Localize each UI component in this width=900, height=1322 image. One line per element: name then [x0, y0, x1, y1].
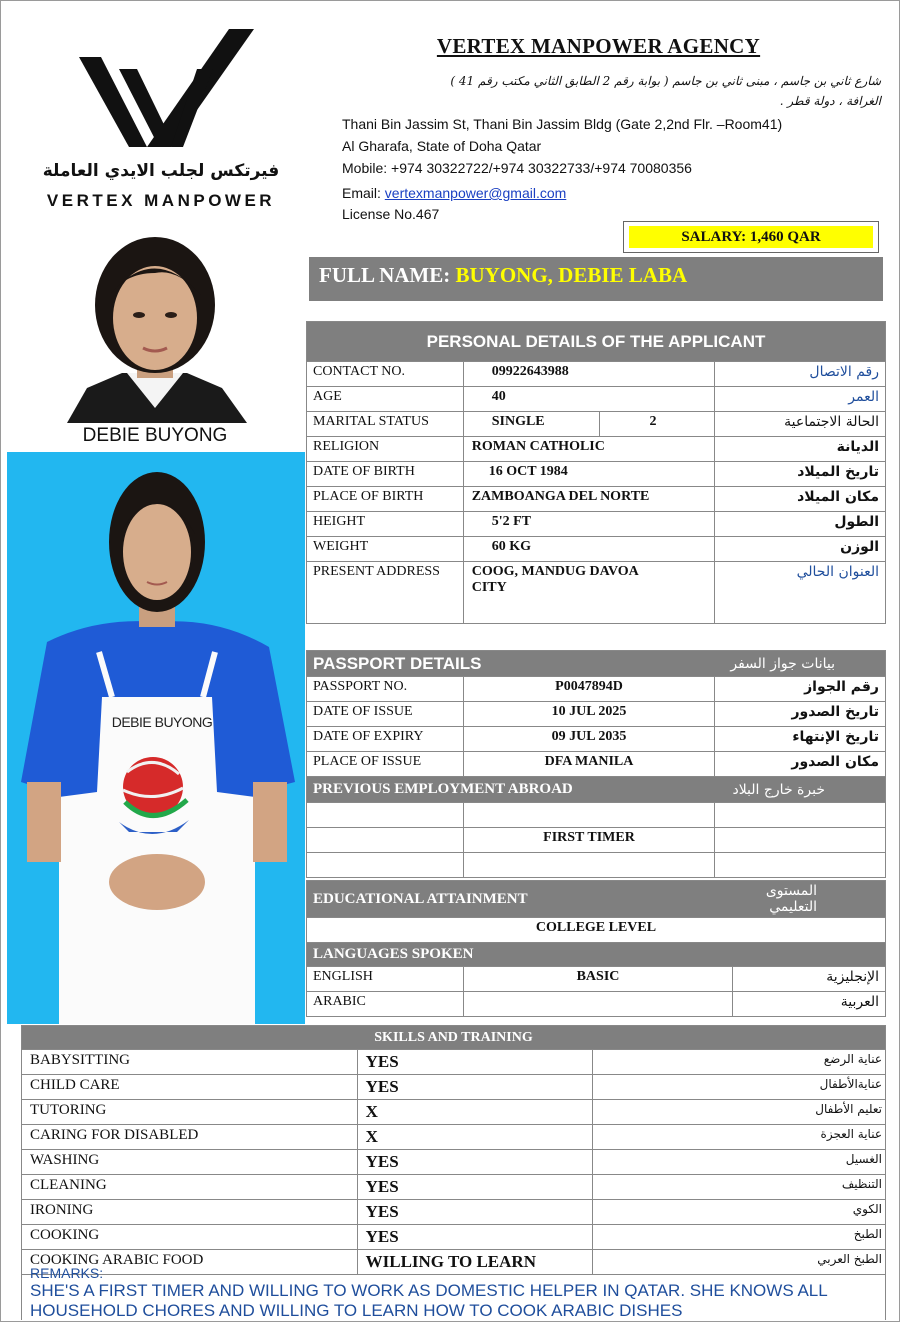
- table-row: [307, 437, 886, 462]
- row-label-ar: العربية: [733, 992, 886, 1017]
- skill-label-ar: الكوي: [593, 1200, 886, 1225]
- skill-label: BABYSITTING: [22, 1050, 358, 1075]
- row-value: ZAMBOANGA DEL NORTE: [463, 487, 715, 512]
- table-row: [307, 462, 886, 487]
- headshot-photo: [7, 233, 303, 423]
- skill-label-ar: الغسيل: [593, 1150, 886, 1175]
- employment-value: FIRST TIMER: [463, 828, 714, 853]
- skill-value: YES: [357, 1175, 593, 1200]
- table-row: [307, 677, 886, 702]
- skills-header: SKILLS AND TRAINING: [22, 1026, 886, 1050]
- address-english: Thani Bin Jassim St, Thani Bin Jassim Bldg (Gate 2,2nd Flr. –Room41): [342, 116, 783, 132]
- row-value-extra: 2: [599, 412, 715, 437]
- full-body-photo: [7, 452, 305, 1024]
- row-value: 5'2 FT: [463, 512, 715, 537]
- employment-header: PREVIOUS EMPLOYMENT ABROAD: [307, 777, 715, 803]
- row-label: DATE OF BIRTH: [307, 462, 464, 487]
- table-row: [307, 512, 886, 537]
- row-label-ar: الإنجليزية: [733, 967, 886, 992]
- table-row: [22, 1150, 886, 1175]
- table-row: [307, 412, 886, 437]
- table-row: [307, 562, 886, 624]
- table-row: [307, 967, 886, 992]
- skill-label: TUTORING: [22, 1100, 358, 1125]
- passport-header-ar: بيانات جواز السفر: [715, 651, 886, 677]
- table-row: [307, 752, 886, 777]
- languages-table: [306, 942, 886, 1017]
- passport-table: [306, 650, 886, 878]
- full-name-label: FULL NAME:: [319, 263, 451, 287]
- skill-value: YES: [357, 1075, 593, 1100]
- row-value: [463, 992, 732, 1017]
- address-arabic: شارع ثاني بن جاسم ، مبنى ثاني بن جاسم ( بوابة رقم 2 الطابق الثاني مكتب رقم 41 ) الغرافة ، دولة قطر .: [450, 74, 881, 108]
- table-row: [307, 362, 886, 387]
- row-label-ar: الوزن: [715, 537, 886, 562]
- skill-label: IRONING: [22, 1200, 358, 1225]
- skill-label-ar: عناية العجزة: [593, 1125, 886, 1150]
- education-value: COLLEGE LEVEL: [307, 918, 886, 952]
- skill-value: YES: [357, 1050, 593, 1075]
- row-label-ar: رقم الاتصال: [715, 362, 886, 387]
- row-label: MARITAL STATUS: [307, 412, 464, 437]
- remarks-label: REMARKS:: [30, 1265, 104, 1281]
- logo-arabic-text: فيرتكس لجلب الايدي العاملة: [42, 161, 280, 181]
- row-value: P0047894D: [463, 677, 714, 702]
- row-value: 60 KG: [463, 537, 715, 562]
- row-label: PLACE OF BIRTH: [307, 487, 464, 512]
- skill-label-ar: الطبخ: [593, 1225, 886, 1250]
- row-label: CONTACT NO.: [307, 362, 464, 387]
- remarks-section: [21, 1262, 886, 1320]
- table-row: [22, 1075, 886, 1100]
- table-row: [22, 1050, 886, 1075]
- row-value: 40: [463, 387, 715, 412]
- row-label: HEIGHT: [307, 512, 464, 537]
- row-label-ar: تاريخ الصدور: [715, 702, 886, 727]
- row-value: 16 OCT 1984: [463, 462, 715, 487]
- personal-details-header: PERSONAL DETAILS OF THE APPLICANT: [307, 322, 886, 362]
- skill-label: WASHING: [22, 1150, 358, 1175]
- table-row: [22, 1175, 886, 1200]
- skill-label-ar: عنايةالأطفال: [593, 1075, 886, 1100]
- row-label-ar: تاريخ الإنتهاء: [715, 727, 886, 752]
- skill-label: CLEANING: [22, 1175, 358, 1200]
- email-link[interactable]: vertexmanpower@gmail.com: [384, 185, 567, 201]
- row-value: ROMAN CATHOLIC: [463, 437, 715, 462]
- row-label: PRESENT ADDRESS: [307, 562, 464, 624]
- salary-box: [623, 221, 879, 253]
- skill-label: COOKING ARABIC FOOD: [22, 1250, 358, 1275]
- row-label-ar: تاريخ الميلاد: [715, 462, 886, 487]
- row-label-ar: العنوان الحالي: [715, 562, 886, 624]
- mobile-numbers: Mobile: +974 30322722/+974 30322733/+974 70080356: [342, 160, 692, 176]
- row-label: AGE: [307, 387, 464, 412]
- skill-label-ar: التنظيف: [593, 1175, 886, 1200]
- address-city: Al Gharafa, State of Doha Qatar: [342, 138, 542, 154]
- license-number: License No.467: [342, 206, 440, 222]
- skill-value: WILLING TO LEARN: [357, 1250, 593, 1275]
- table-row: [22, 1100, 886, 1125]
- row-value: COOG, MANDUG DAVOA CITY: [463, 562, 715, 624]
- agency-name: VERTEX MANPOWER AGENCY: [436, 34, 761, 58]
- skill-value: YES: [357, 1150, 593, 1175]
- skill-label: CHILD CARE: [22, 1075, 358, 1100]
- row-label: WEIGHT: [307, 537, 464, 562]
- email-label: Email:: [342, 185, 381, 201]
- row-label: ARABIC: [307, 992, 464, 1017]
- table-row: [307, 992, 886, 1017]
- full-name-bar: [309, 257, 883, 301]
- skill-value: X: [357, 1125, 593, 1150]
- skill-value: YES: [357, 1200, 593, 1225]
- row-label-ar: مكان الميلاد: [715, 487, 886, 512]
- table-row: [307, 487, 886, 512]
- row-value: 10 JUL 2025: [463, 702, 714, 727]
- row-label: DATE OF ISSUE: [307, 702, 464, 727]
- row-value: 09922643988: [463, 362, 715, 387]
- vertex-logo: [79, 29, 259, 154]
- table-row: [22, 1225, 886, 1250]
- table-row: [22, 1200, 886, 1225]
- headshot-caption: DEBIE BUYONG: [82, 425, 228, 446]
- row-label: DATE OF EXPIRY: [307, 727, 464, 752]
- skill-label-ar: عناية الرضع: [593, 1050, 886, 1075]
- skill-value: YES: [357, 1225, 593, 1250]
- skill-label: COOKING: [22, 1225, 358, 1250]
- education-header-ar: المستوى التعليمي: [715, 881, 886, 918]
- row-value: BASIC: [463, 967, 732, 992]
- skill-label: CARING FOR DISABLED: [22, 1125, 358, 1150]
- remarks-text: SHE'S A FIRST TIMER AND WILLING TO WORK AS DOMESTIC HELPER IN QATAR. SHE KNOWS ALL HOUSEHOLD CHORES AND WILLING TO LEARN HOW TO COOK ARABIC DISHES: [30, 1281, 828, 1320]
- table-row: [307, 702, 886, 727]
- row-value: 09 JUL 2035: [463, 727, 714, 752]
- row-label: PASSPORT NO.: [307, 677, 464, 702]
- email-line: [342, 185, 566, 201]
- row-value: DFA MANILA: [463, 752, 714, 777]
- table-row: [307, 387, 886, 412]
- row-value: SINGLE: [463, 412, 599, 437]
- skill-value: X: [357, 1100, 593, 1125]
- row-label-ar: رقم الجواز: [715, 677, 886, 702]
- table-row: [22, 1125, 886, 1150]
- personal-details-table: [306, 321, 886, 624]
- languages-header: LANGUAGES SPOKEN: [307, 943, 886, 967]
- table-row: [307, 727, 886, 752]
- row-label-ar: مكان الصدور: [715, 752, 886, 777]
- row-label-ar: الديانة: [715, 437, 886, 462]
- row-label-ar: العمر: [715, 387, 886, 412]
- row-label-ar: الطول: [715, 512, 886, 537]
- full-name-value: BUYONG, DEBIE LABA: [455, 263, 688, 287]
- education-header: EDUCATIONAL ATTAINMENT: [307, 881, 715, 918]
- row-label: ENGLISH: [307, 967, 464, 992]
- skills-table: [21, 1025, 886, 1275]
- passport-header: PASSPORT DETAILS: [307, 651, 715, 677]
- row-label-ar: الحالة الاجتماعية: [715, 412, 886, 437]
- row-label: RELIGION: [307, 437, 464, 462]
- skill-label-ar: الطبخ العربي: [593, 1250, 886, 1275]
- logo-english-text: VERTEX MANPOWER: [46, 191, 276, 210]
- salary-value: SALARY: 1,460 QAR: [629, 226, 873, 248]
- skill-label-ar: تعليم الأطفال: [593, 1100, 886, 1125]
- table-row: [307, 537, 886, 562]
- employment-header-ar: خبرة خارج البلاد: [715, 777, 886, 803]
- apron-name: DEBIE BUYONG: [111, 714, 213, 730]
- row-label: PLACE OF ISSUE: [307, 752, 464, 777]
